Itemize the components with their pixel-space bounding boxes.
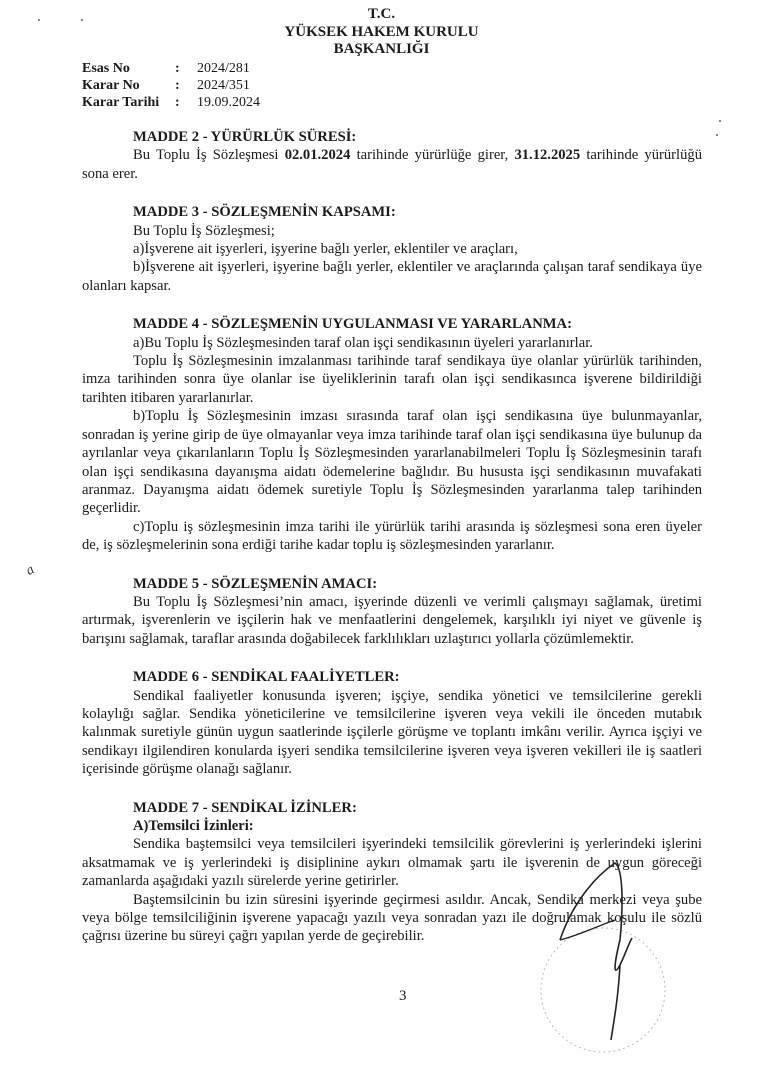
meta-row-karar-tarihi (82, 94, 260, 111)
meta-value: 2024/281 (197, 61, 250, 76)
header-presidency: BAŞKANLIĞI (333, 41, 430, 57)
article-title: MADDE 6 - SENDİKAL FAALİYETLER: (133, 669, 400, 686)
page-number: 3 (399, 988, 407, 1004)
article-paragraph: Baştemsilcinin bu izin süresini işyerinde geçirmesi asıldır. Ancak, Sendika merkezi veya şube veya bölge temsilciliğinin işverene yapacağı yazılı veya sonradan yazı ile doğrulamak koşulu ile sözlü çağrısı üzerine bu süreyi çağrı yapılan yerde de geçirebilir. (82, 891, 702, 945)
case-metadata (82, 60, 260, 111)
article-paragraph: c)Toplu iş sözleşmesinin imza tarihi ile yürürlük tarihi arasında iş sözleşmesi sona eren üyeler de, iş sözleşmelerinin sona erdiği tarihe kadar toplu iş sözleşmesinden yararlanır. (82, 518, 702, 554)
document-body (82, 128, 702, 966)
article-2 (82, 128, 702, 183)
meta-label: Karar Tarihi (82, 95, 160, 110)
meta-value: 19.09.2024 (197, 95, 260, 110)
article-5 (82, 575, 702, 649)
article-paragraph: Sendika baştemsilci veya temsilcileri işyerindeki temsilcilik görevlerini iş yerlerindeki işlerini aksatmamak ve iş yerlerindeki iş disiplinine aykırı olmamak şartı ile işverenin de uygun göreceği zamanlarda aşağıdaki yazılı sürelerde yerine getirirler. (82, 836, 702, 890)
end-date: 31.12.2025 (514, 147, 581, 164)
article-title: MADDE 4 - SÖZLEŞMENİN UYGULANMASI VE YARARLANMA: (133, 316, 572, 333)
meta-row-karar (82, 77, 260, 94)
article-subtitle: A)Temsilci İzinleri: (133, 818, 254, 834)
meta-colon: : (175, 78, 180, 93)
meta-label: Esas No (82, 61, 130, 76)
meta-row-esas (82, 60, 260, 77)
meta-value: 2024/351 (197, 78, 250, 93)
meta-label: Karar No (82, 78, 140, 93)
article-3 (82, 203, 702, 295)
article-title: MADDE 5 - SÖZLEŞMENİN AMACI: (133, 575, 378, 592)
scan-speck (716, 134, 718, 136)
article-7 (82, 799, 702, 946)
article-paragraph: a)İşverene ait işyerleri, işyerine bağlı yerler, eklentiler ve araçları, (133, 241, 518, 258)
start-date: 02.01.2024 (284, 147, 351, 164)
article-paragraph: Toplu İş Sözleşmesinin imzalanması tarihinde taraf sendikaya üye olanlar yürürlük tarihinden, imza tarihinden sonra üye olanlar ise üyeliklerinin tarafı olan işçi sendikasınca işverene bildirildiği tarihten itibaren yararlanırlar. (82, 353, 702, 406)
scan-speck (38, 19, 40, 21)
text-span: Bu Toplu İş Sözleşmesi (133, 147, 285, 164)
article-title: MADDE 7 - SENDİKAL İZİNLER: (133, 799, 357, 816)
header-tc: T.C. (367, 6, 396, 22)
article-paragraph: b)İşverene ait işyerleri, işyerine bağlı yerler, eklentiler ve araçlarında çalışan taraf sendikaya üye olanları kapsar. (82, 259, 702, 294)
handwritten-margin-note: a (23, 562, 38, 579)
header-institution: YÜKSEK HAKEM KURULU (284, 24, 479, 40)
meta-colon: : (175, 61, 180, 76)
article-title: MADDE 2 - YÜRÜRLÜK SÜRESİ: (133, 129, 357, 145)
article-paragraph (82, 146, 702, 183)
article-paragraph: a)Bu Toplu İş Sözleşmesinden taraf olan işçi sendikasının üyeleri yararlanırlar. (133, 334, 593, 351)
scan-speck (719, 120, 721, 122)
article-paragraph: b)Toplu İş Sözleşmesinin imzası sırasında taraf olan işçi sendikasına üye bulunmayanlar, sonradan iş yerine girip de üye olmayanlar veya imza tarihinde taraf olan işçi sendikasına üye bulunup da ayrılanlar veya çıkarılanların Toplu İş Sözleşmesinden yararlanabilmeleri Toplu İş Sözleşmesinin tarafı olan işçi sendikasına dayanışma aidatı ödemelerine bağlıdır. Bu hususta işçi sendikasının muvafakati aranmaz. Dayanışma aidatı ödemek suretiyle Toplu İş Sözleşmesinden yararlanma talep tarihinden geçerlidir. (82, 408, 702, 517)
meta-colon: : (175, 95, 180, 110)
article-6 (82, 668, 702, 778)
scan-speck (81, 19, 83, 21)
article-paragraph: Sendikal faaliyetler konusunda işveren; işçiye, sendika yönetici ve temsilcilerine gerekli kolaylığı sağlar. Sendika yöneticilerine ve temsilcilerine işveren veya vekili ile önceden mutabık kalınmak suretiyle günün uygun saatlerinde işçilerle görüşme ve toplantı imkânı verilir. Ayrıca işçiyi ve sendikayı ilgilendiren konularda işyeri sendika temsilcilerine işveren veya işveren vekilleri ile iş saatleri içerisinde görüşme olanağı sağlanır. (82, 687, 702, 778)
article-paragraph: Bu Toplu İş Sözleşmesi; (133, 222, 275, 239)
text-span: tarihinde yürürlüğü sona erer. (82, 147, 702, 182)
article-paragraph: Bu Toplu İş Sözleşmesi’nin amacı, işyerinde düzenli ve verimli çalışmayı sağlamak, üretimi artırmak, işverenlerin ve işçilerin hak ve menfaatlerini dengelemek, karşılıklı iyi niyet ve güvenle iş barışını sağlamak, taraflar arasında doğabilecek farklılıkları uzlaştırıcı yollarla çözümlemektir. (82, 593, 702, 647)
article-4 (82, 315, 702, 554)
text-span: tarihinde yürürlüğe girer, (350, 147, 515, 164)
article-title: MADDE 3 - SÖZLEŞMENİN KAPSAMI: (133, 204, 396, 221)
